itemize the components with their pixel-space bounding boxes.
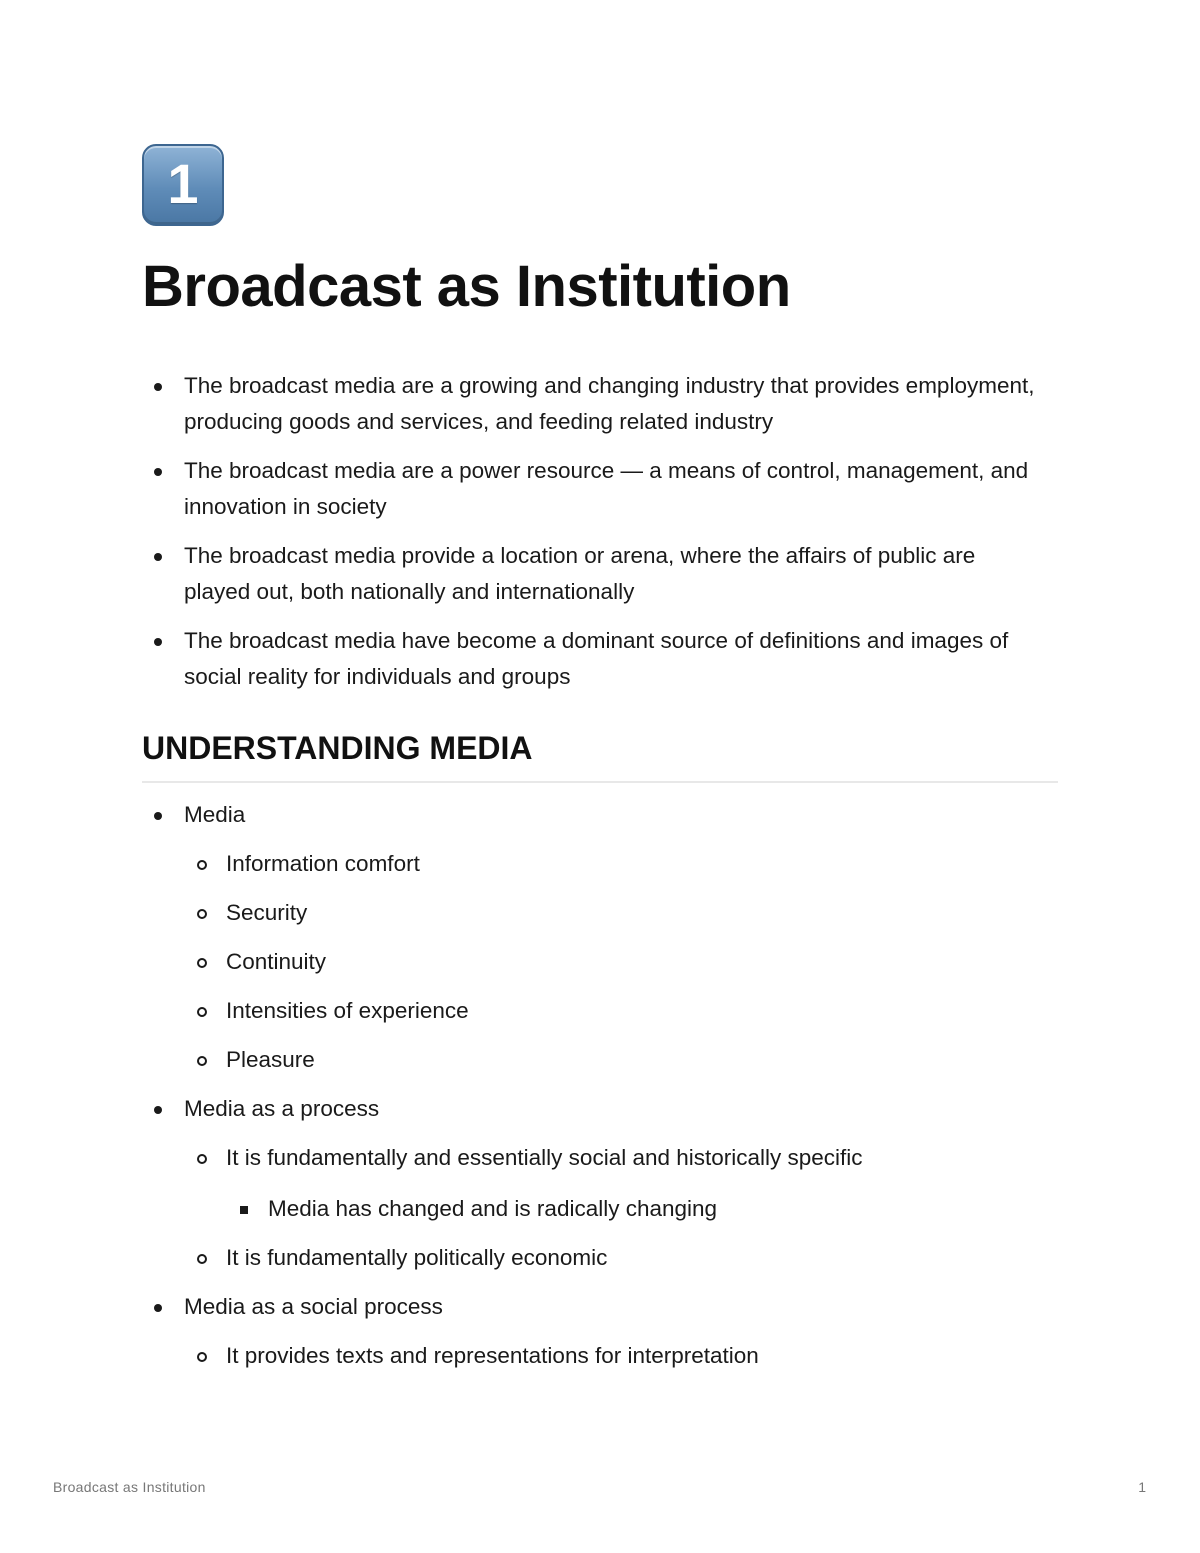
sub-list-item: [184, 1140, 1058, 1227]
sub-list: [184, 846, 1058, 1078]
list-item: The broadcast media are a growing and changing industry that provides employment, producing goods and services, and feeding related industry: [142, 368, 1042, 440]
sub-sub-list-item: Media has changed and is radically changing: [226, 1191, 1058, 1227]
sub-list-item: Continuity: [184, 944, 1058, 980]
keycap-digit-one-icon: [142, 144, 224, 226]
list-item: The broadcast media are a power resource — a means of control, management, and innovation in society: [142, 453, 1042, 525]
sub-list-item: Intensities of experience: [184, 993, 1058, 1029]
sub-list-item: It provides texts and representations for interpretation: [184, 1338, 1058, 1374]
page-title: Broadcast as Institution: [142, 254, 791, 319]
sub-list-item: Security: [184, 895, 1058, 931]
sub-list-item: Pleasure: [184, 1042, 1058, 1078]
intro-bullet-list: [142, 368, 1042, 708]
section-heading: UNDERSTANDING MEDIA: [142, 730, 533, 766]
understanding-media-list: [142, 797, 1058, 1387]
list-item-label: Media as a social process: [184, 1294, 443, 1319]
list-item: The broadcast media have become a dominant source of definitions and images of social reality for individuals and groups: [142, 623, 1042, 695]
sub-list-item: It is fundamentally politically economic: [184, 1240, 1058, 1276]
list-item: [142, 797, 1058, 1078]
sub-list: [184, 1338, 1058, 1374]
sub-list-item-label: It is fundamentally and essentially social and historically specific: [226, 1145, 863, 1170]
list-item: [142, 1091, 1058, 1276]
footer-page-number: 1: [1138, 1479, 1146, 1495]
sub-sub-list: [226, 1191, 1058, 1227]
sub-list: [184, 1140, 1058, 1276]
list-item: [142, 1289, 1058, 1374]
footer-document-title: Broadcast as Institution: [53, 1479, 206, 1495]
list-item-label: Media as a process: [184, 1096, 380, 1121]
sub-list-item: Information comfort: [184, 846, 1058, 882]
section-divider: [142, 781, 1058, 783]
keycap-digit: 1: [167, 152, 199, 215]
list-item: The broadcast media provide a location or arena, where the affairs of public are played out, both nationally and internationally: [142, 538, 1042, 610]
list-item-label: Media: [184, 802, 246, 827]
